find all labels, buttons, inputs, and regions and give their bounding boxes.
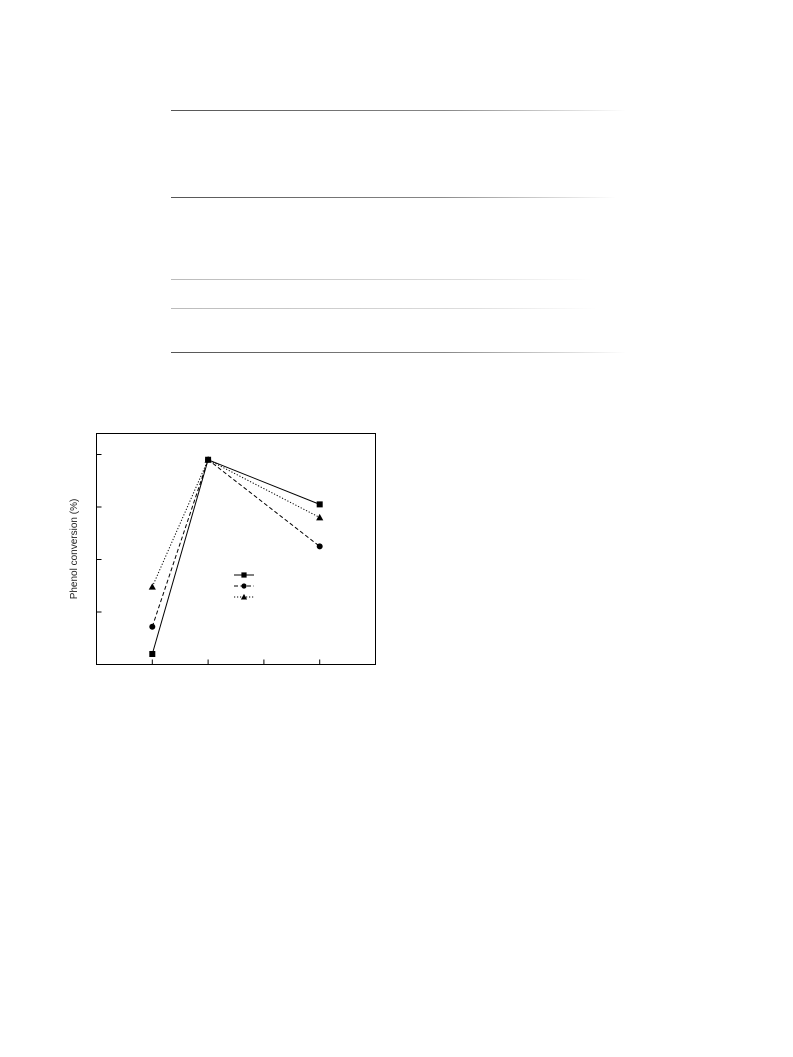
table-header-rule	[171, 197, 616, 198]
y-axis-label: Phenol conversion (%)	[69, 498, 80, 600]
square-marker	[149, 651, 155, 657]
circle-marker	[149, 624, 155, 630]
table-row-rule	[171, 279, 591, 280]
series-line-circle	[152, 460, 319, 627]
legend	[234, 572, 254, 599]
series-lines	[152, 460, 319, 654]
square-marker	[241, 572, 246, 577]
circle-marker	[317, 543, 323, 549]
table-bottom-rule	[171, 352, 626, 353]
series-line-square	[152, 460, 319, 654]
series-markers	[149, 456, 324, 657]
axis-ticks	[97, 455, 320, 665]
triangle-marker	[316, 514, 323, 520]
plot-frame	[97, 434, 376, 665]
table-top-rule	[171, 110, 626, 111]
phenol-conversion-chart	[60, 420, 390, 680]
table-row-rule	[171, 308, 596, 309]
circle-marker	[241, 583, 246, 588]
square-marker	[317, 501, 323, 507]
triangle-marker	[149, 583, 156, 589]
